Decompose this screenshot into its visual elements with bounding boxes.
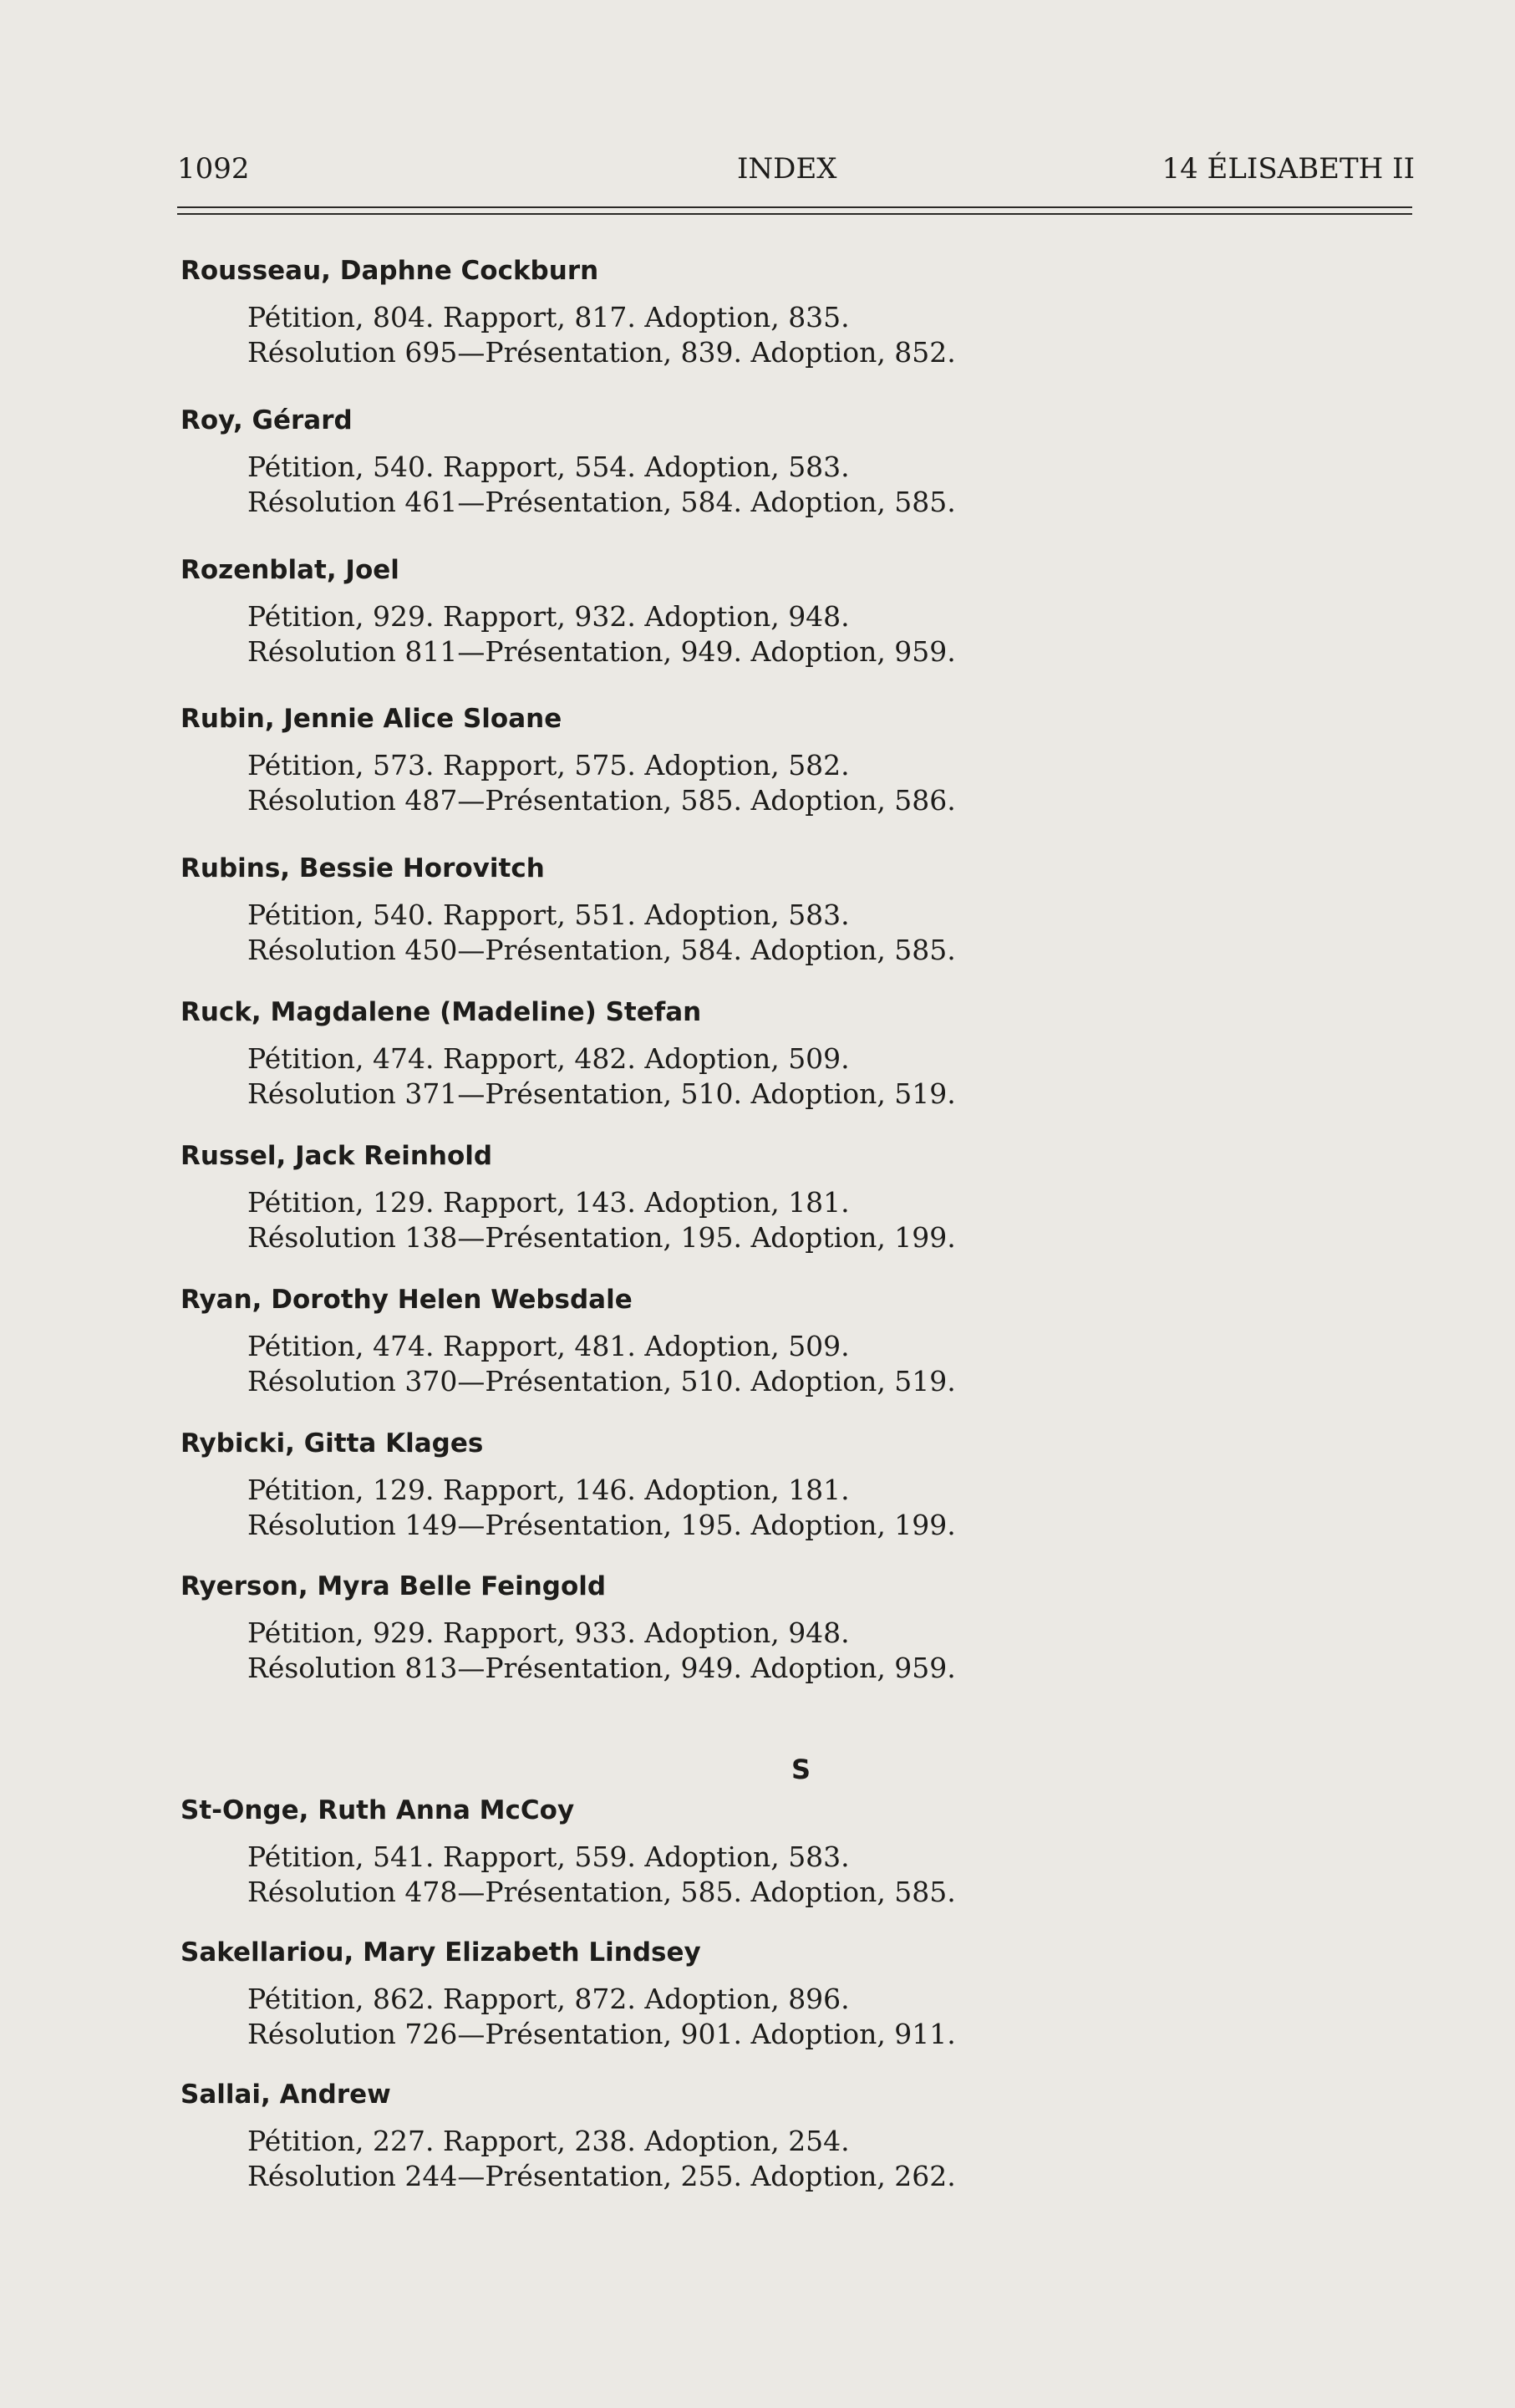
header-rule-bottom bbox=[177, 213, 1412, 215]
entry-petition-line: Pétition, 227. Rapport, 238. Adoption, 254. bbox=[247, 2125, 850, 2157]
entry-name: Rousseau, Daphne Cockburn bbox=[180, 256, 599, 286]
entry-resolution-line: Résolution 450—Présentation, 584. Adoption, 585. bbox=[247, 934, 956, 966]
section-letter: S bbox=[791, 1754, 811, 1785]
entry-resolution-line: Résolution 371—Présentation, 510. Adoption, 519. bbox=[247, 1077, 956, 1110]
entry-resolution-line: Résolution 461—Présentation, 584. Adoption, 585. bbox=[247, 486, 956, 518]
page-number: 1092 bbox=[177, 152, 250, 186]
entry-name: Rozenblat, Joel bbox=[180, 555, 399, 585]
header-rule-top bbox=[177, 206, 1412, 208]
entry-name: Roy, Gérard bbox=[180, 405, 353, 435]
page-title: INDEX bbox=[737, 152, 837, 186]
entry-petition-line: Pétition, 804. Rapport, 817. Adoption, 835. bbox=[247, 301, 850, 333]
entry-resolution-line: Résolution 138—Présentation, 195. Adoption, 199. bbox=[247, 1221, 956, 1254]
entry-resolution-line: Résolution 811—Présentation, 949. Adoption, 959. bbox=[247, 635, 956, 668]
entry-petition-line: Pétition, 929. Rapport, 932. Adoption, 948. bbox=[247, 600, 850, 633]
entry-name: Sallai, Andrew bbox=[180, 2080, 391, 2110]
entry-name: Rubins, Bessie Horovitch bbox=[180, 853, 545, 883]
entry-name: Ruck, Magdalene (Madeline) Stefan bbox=[180, 997, 702, 1027]
entry-resolution-line: Résolution 478—Présentation, 585. Adoption, 585. bbox=[247, 1876, 956, 1908]
entry-name: Ryerson, Myra Belle Feingold bbox=[180, 1571, 607, 1601]
reign-label: 14 ÉLISABETH II bbox=[1162, 152, 1415, 186]
entry-resolution-line: Résolution 695—Présentation, 839. Adoption, 852. bbox=[247, 336, 956, 369]
entry-petition-line: Pétition, 573. Rapport, 575. Adoption, 582. bbox=[247, 749, 850, 781]
entry-petition-line: Pétition, 929. Rapport, 933. Adoption, 948. bbox=[247, 1616, 850, 1649]
entry-resolution-line: Résolution 813—Présentation, 949. Adoption, 959. bbox=[247, 1652, 956, 1684]
entry-resolution-line: Résolution 726—Présentation, 901. Adoption, 911. bbox=[247, 2018, 956, 2050]
entry-name: Rubin, Jennie Alice Sloane bbox=[180, 704, 562, 734]
entry-petition-line: Pétition, 541. Rapport, 559. Adoption, 583. bbox=[247, 1840, 850, 1873]
entry-resolution-line: Résolution 370—Présentation, 510. Adoption, 519. bbox=[247, 1365, 956, 1397]
entry-name: Sakellariou, Mary Elizabeth Lindsey bbox=[180, 1937, 701, 1968]
entry-petition-line: Pétition, 540. Rapport, 551. Adoption, 583. bbox=[247, 899, 850, 931]
entry-name: Rybicki, Gitta Klages bbox=[180, 1428, 484, 1459]
entry-petition-line: Pétition, 129. Rapport, 146. Adoption, 181. bbox=[247, 1474, 850, 1506]
entry-name: Russel, Jack Reinhold bbox=[180, 1141, 493, 1171]
entry-petition-line: Pétition, 129. Rapport, 143. Adoption, 181. bbox=[247, 1186, 850, 1219]
entry-name: Ryan, Dorothy Helen Websdale bbox=[180, 1285, 633, 1315]
entry-resolution-line: Résolution 149—Présentation, 195. Adoption, 199. bbox=[247, 1509, 956, 1541]
entry-petition-line: Pétition, 540. Rapport, 554. Adoption, 583. bbox=[247, 451, 850, 483]
entry-name: St-Onge, Ruth Anna McCoy bbox=[180, 1795, 575, 1825]
page-header bbox=[0, 152, 1515, 194]
entry-petition-line: Pétition, 474. Rapport, 482. Adoption, 509. bbox=[247, 1042, 850, 1075]
entry-resolution-line: Résolution 487—Présentation, 585. Adoption, 586. bbox=[247, 784, 956, 817]
entry-petition-line: Pétition, 474. Rapport, 481. Adoption, 509. bbox=[247, 1330, 850, 1362]
entry-resolution-line: Résolution 244—Présentation, 255. Adoption, 262. bbox=[247, 2160, 956, 2192]
entry-petition-line: Pétition, 862. Rapport, 872. Adoption, 896. bbox=[247, 1983, 850, 2015]
